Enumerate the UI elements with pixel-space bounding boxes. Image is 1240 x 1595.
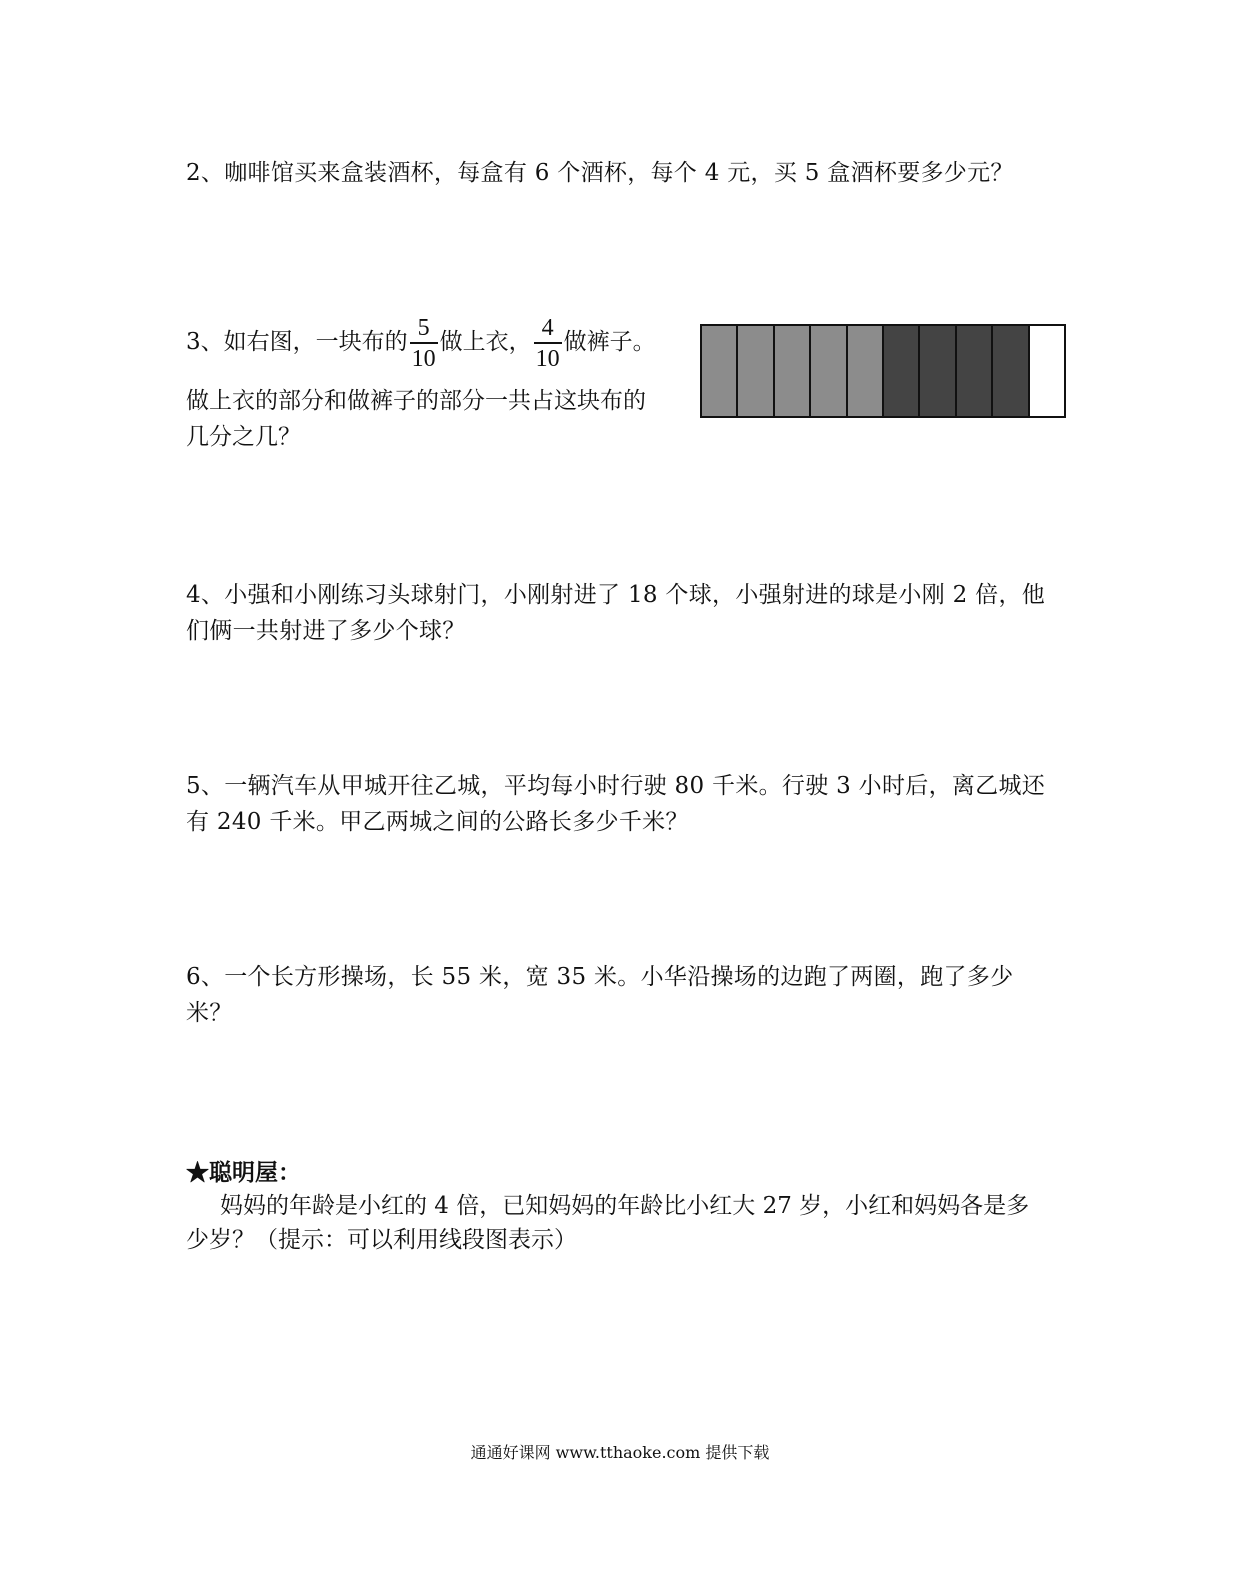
question-6: 6、一个长方形操场，长 55 米，宽 35 米。小华沿操场的边跑了两圈，跑了多少米？ (186, 964, 1014, 1026)
question-3-text-a: 3、如右图，一块布的 (186, 329, 408, 355)
strip-cell-7 (920, 326, 956, 416)
fraction-denominator: 10 (411, 345, 436, 372)
fraction-four-tenths (534, 316, 562, 371)
question-2: 2、咖啡馆买来盒装酒杯，每盒有 6 个酒杯，每个 4 元，买 5 盒酒杯要多少元？ (186, 160, 1014, 186)
bonus-title: ★聪明屋： (186, 1159, 301, 1186)
question-3-text-c: 做裤子。 (563, 329, 656, 355)
fraction-numerator: 4 (534, 316, 562, 344)
strip-cell-5 (848, 326, 884, 416)
strip-cell-9 (993, 326, 1029, 416)
question-3-line (186, 312, 656, 372)
fraction-numerator: 5 (410, 316, 438, 344)
strip-cell-1 (702, 326, 738, 416)
question-3-text-b: 做上衣， (439, 329, 532, 355)
strip-cell-4 (811, 326, 847, 416)
bonus-question: 妈妈的年龄是小红的 4 倍，已知妈妈的年龄比小红大 27 岁，小红和妈妈各是多少岁？（提示：可以利用线段图表示） (186, 1193, 1030, 1253)
strip-cell-2 (738, 326, 774, 416)
strip-cell-6 (884, 326, 920, 416)
question-5: 5、一辆汽车从甲城开往乙城，平均每小时行驶 80 千米。行驶 3 小时后，离乙城还有 240 千米。甲乙两城之间的公路长多少千米？ (186, 773, 1046, 835)
cloth-strip-figure (700, 324, 1066, 418)
question-4: 4、小强和小刚练习头球射门，小刚射进了 18 个球，小强射进的球是小刚 2 倍，他们俩一共射进了多少个球？ (186, 582, 1046, 644)
question-3-rest: 做上衣的部分和做裤子的部分一共占这块布的几分之几？ (186, 388, 646, 450)
fraction-denominator: 10 (535, 345, 560, 372)
strip-cell-3 (775, 326, 811, 416)
fraction-five-tenths (410, 316, 438, 371)
footer-credit: 通通好课网 www.tthaoke.com 提供下载 (470, 1443, 770, 1462)
strip-cell-8 (957, 326, 993, 416)
strip-cell-10 (1030, 326, 1064, 416)
